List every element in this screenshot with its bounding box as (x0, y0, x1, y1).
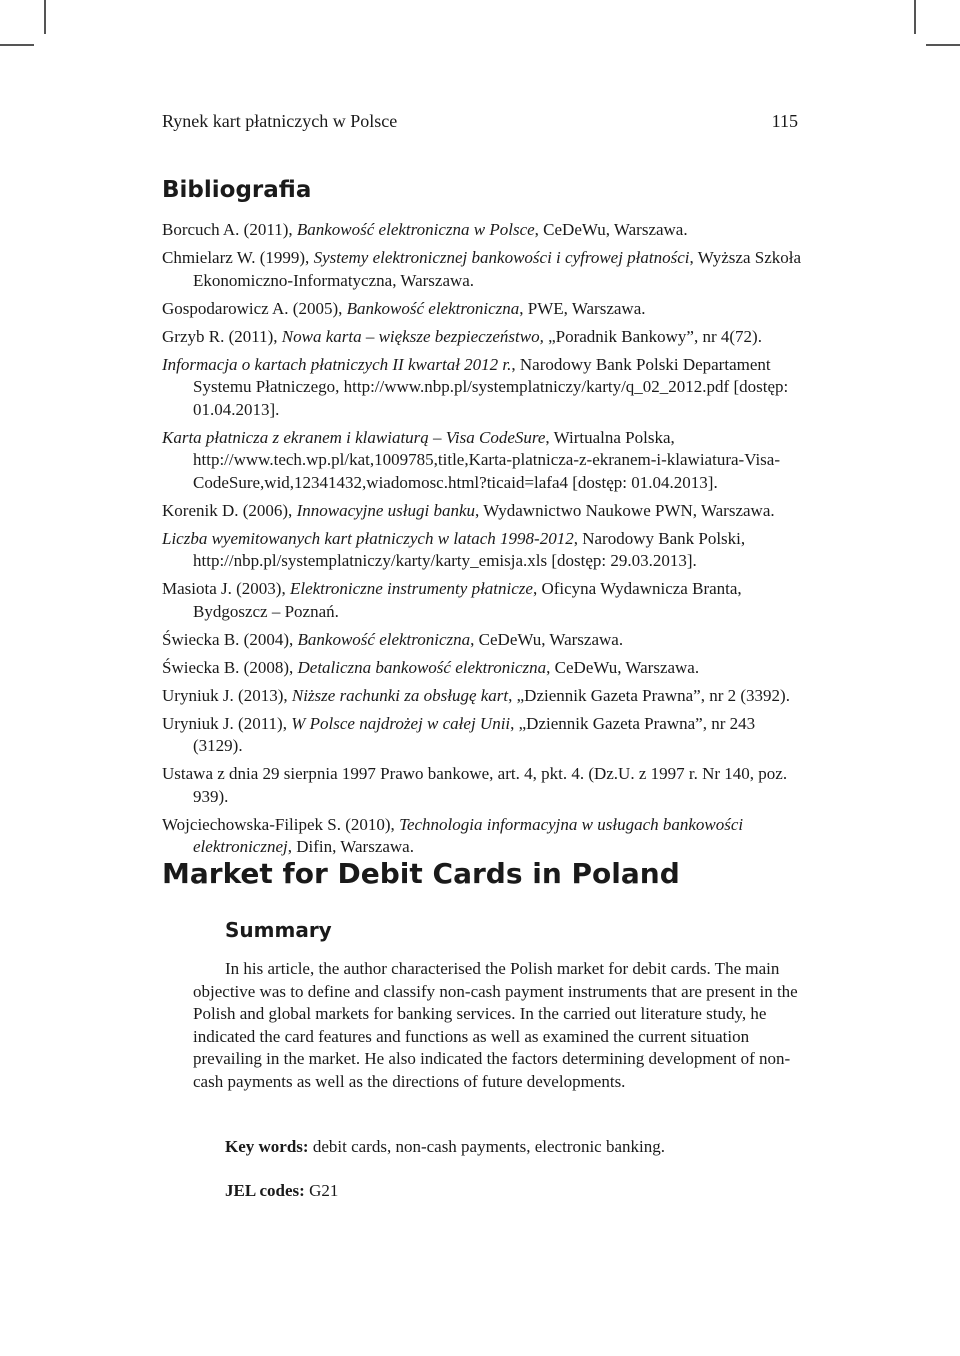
bibliography-entry: Wojciechowska-Filipek S. (2010), Technologia informacyjna w usługach bankowości elektronicznej, Difin, Warszawa. (162, 814, 744, 856)
keywords-line (225, 1137, 665, 1157)
jel-value: G21 (304, 1181, 339, 1200)
keywords-value: debit cards, non-cash payments, electronic banking. (308, 1137, 665, 1156)
page-number: 115 (771, 111, 798, 131)
running-head (162, 111, 798, 132)
bibliography-entry: Świecka B. (2004), Bankowość elektroniczna, CeDeWu, Warszawa. (162, 629, 624, 649)
running-title: Rynek kart płatniczych w Polsce (162, 111, 398, 131)
bibliography-heading: Bibliografia (162, 177, 312, 203)
bibliography-entry: Grzyb R. (2011), Nowa karta – większe bezpieczeństwo, „Poradnik Bankowy”, nr 4(72). (162, 326, 762, 346)
crop-mark-top-left-horizontal (0, 44, 34, 46)
bibliography-entry: Borcuch A. (2011), Bankowość elektroniczna w Polsce, CeDeWu, Warszawa. (162, 220, 688, 239)
jel-label: JEL codes: (225, 1181, 305, 1200)
crop-mark-top-left-vertical (44, 0, 46, 34)
bibliography-entry: Korenik D. (2006), Innowacyjne usługi banku, Wydawnictwo Naukowe PWN, Warszawa. (162, 500, 775, 520)
bibliography-list (162, 219, 802, 864)
crop-mark-top-right-horizontal (926, 44, 960, 46)
jel-codes-line (225, 1181, 338, 1201)
bibliography-entry: Informacja o kartach płatniczych II kwartał 2012 r., Narodowy Bank Polski Departament Systemu Płatniczego, http://www.nbp.pl/systemplatniczy/karty/q_02_2012.pdf [dostęp: 01.04.2013]. (162, 354, 789, 419)
bibliography-entry: Gospodarowicz A. (2005), Bankowość elektroniczna, PWE, Warszawa. (162, 298, 646, 318)
keywords-label: Key words: (225, 1137, 309, 1156)
bibliography-entry: Liczba wyemitowanych kart płatniczych w latach 1998-2012, Narodowy Bank Polski, http://nbp.pl/systemplatniczy/karty/karty_emisja.xls [dostęp: 29.03.2013]. (162, 528, 746, 570)
bibliography-entry: Ustawa z dnia 29 sierpnia 1997 Prawo bankowe, art. 4, pkt. 4. (Dz.U. z 1997 r. Nr 140, poz. 939). (162, 764, 788, 806)
bibliography-entry: Chmielarz W. (1999), Systemy elektronicznej bankowości i cyfrowej płatności, Wyższa Szkoła Ekonomiczno-Informatyczna, Warszawa. (162, 248, 802, 290)
bibliography-entry: Świecka B. (2008), Detaliczna bankowość elektroniczna, CeDeWu, Warszawa. (162, 657, 700, 677)
bibliography-entry: Masiota J. (2003), Elektroniczne instrumenty płatnicze, Oficyna Wydawnicza Branta, Bydgoszcz – Poznań. (162, 579, 742, 621)
bibliography-entry: Karta płatnicza z ekranem i klawiaturą – Visa CodeSure, Wirtualna Polska, http://www.tech.wp.pl/kat,1009785,title,Karta-platnicza-z-ekranem-i-klawiatura-Visa-CodeSure,wid,12341432,wiadomosc.html?ticaid=lafa4 [dostęp: 01.04.2013]. (162, 427, 780, 492)
article-title: Market for Debit Cards in Poland (162, 857, 680, 890)
bibliography-entry: Uryniuk J. (2011), W Polsce najdrożej w całej Unii, „Dziennik Gazeta Prawna”, nr 243 (3129). (162, 713, 756, 755)
summary-text: In his article, the author characterised the Polish market for debit cards. The main objective was to define and classify non-cash payment instruments that are present in the Polish and global markets for banking services. In the carried out literature study, he indicated the card features and functions as well as examined the current situation prevailing in the market. He also indicated the factors determining development of non-cash payments as well as the directions of future developments. (193, 959, 798, 1091)
bibliography-entry: Uryniuk J. (2013), Niższe rachunki za obsługę kart, „Dziennik Gazeta Prawna”, nr 2 (3392). (162, 685, 790, 705)
crop-mark-top-right-vertical (914, 0, 916, 34)
summary-heading: Summary (225, 918, 332, 942)
